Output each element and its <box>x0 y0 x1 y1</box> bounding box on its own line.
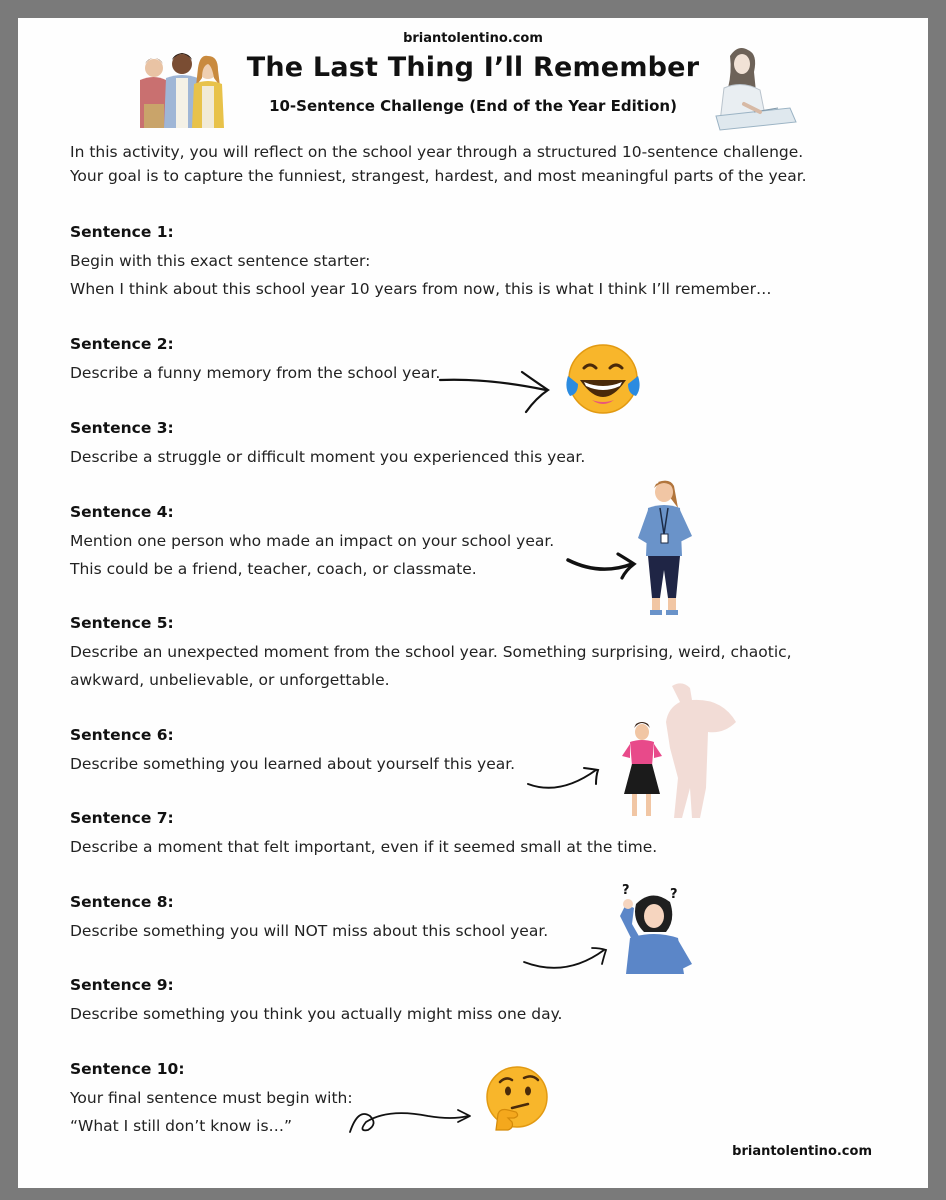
sentence-8-line-1: Describe something you will NOT miss about this school year. <box>70 922 549 940</box>
sentence-6-line-1: Describe something you learned about yourself this year. <box>70 755 516 773</box>
site-url-bottom[interactable]: briantolentino.com <box>732 1144 872 1159</box>
sentence-5-line-2: awkward, unbelievable, or unforgettable. <box>70 671 390 689</box>
arrow-to-superhero <box>526 764 606 796</box>
sentence-10-line-2: “What I still don’t know is…” <box>70 1117 293 1135</box>
sentence-9-instructions <box>70 1000 900 1028</box>
sentence-7-line-1: Describe a moment that felt important, even if it seemed small at the time. <box>70 838 658 856</box>
sentence-1-label: Sentence 1: <box>70 223 174 241</box>
sentence-1-line-2: When I think about this school year 10 years from now, this is what I think I’ll remember… <box>70 280 772 298</box>
sentence-4-line-2: This could be a friend, teacher, coach, or classmate. <box>70 560 477 578</box>
intro-line-1: In this activity, you will reflect on the school year through a structured 10-sentence challenge. <box>70 143 804 161</box>
sentence-6-label: Sentence 6: <box>70 726 174 744</box>
sentence-4-label: Sentence 4: <box>70 503 174 521</box>
arrow-to-confused-woman <box>522 944 612 976</box>
page-subtitle: 10-Sentence Challenge (End of the Year Edition) <box>269 97 677 115</box>
loop-arrow-to-thinking-emoji <box>348 1098 478 1138</box>
sentence-8-instructions <box>70 917 900 945</box>
woman-superhero-shadow-illustration <box>612 678 742 820</box>
students-illustration <box>132 44 228 132</box>
intro-line-2: Your goal is to capture the funniest, strangest, hardest, and most meaningful parts of the year. <box>70 167 807 185</box>
confused-woman-illustration <box>614 880 696 974</box>
sentence-5-line-1: Describe an unexpected moment from the school year. Something surprising, weird, chaotic, <box>70 643 792 661</box>
sentence-5-instructions <box>70 638 900 694</box>
thinking-face-emoji <box>482 1064 552 1134</box>
sentence-7-instructions <box>70 833 900 861</box>
laughing-tears-emoji <box>562 342 644 416</box>
question-mark-left: ? <box>622 883 630 898</box>
sentence-3-label: Sentence 3: <box>70 419 174 437</box>
sentence-3-instructions <box>70 443 900 471</box>
sentence-6-instructions <box>70 750 900 778</box>
sentence-9-label: Sentence 9: <box>70 976 174 994</box>
girl-writing-illustration <box>694 42 804 134</box>
sentence-2-line-1: Describe a funny memory from the school year. <box>70 364 441 382</box>
sentence-4-instructions <box>70 527 900 583</box>
sentence-10-label: Sentence 10: <box>70 1060 185 1078</box>
sentence-7-label: Sentence 7: <box>70 809 174 827</box>
sentence-10-line-1: Your final sentence must begin with: <box>70 1089 353 1107</box>
sentence-5-label: Sentence 5: <box>70 614 174 632</box>
sentence-1-instructions <box>70 247 900 303</box>
sentence-2-label: Sentence 2: <box>70 335 174 353</box>
sentence-8-label: Sentence 8: <box>70 893 174 911</box>
page-title: The Last Thing I’ll Remember <box>246 52 700 83</box>
sentence-9-line-1: Describe something you think you actually might miss one day. <box>70 1005 563 1023</box>
site-url-top[interactable]: briantolentino.com <box>403 31 543 46</box>
question-mark-right: ? <box>670 887 678 902</box>
teacher-illustration <box>630 478 702 616</box>
arrow-to-laughing-emoji <box>438 368 558 418</box>
sentence-4-line-1: Mention one person who made an impact on your school year. <box>70 532 555 550</box>
sentence-1-line-1: Begin with this exact sentence starter: <box>70 252 371 270</box>
worksheet-page <box>18 18 928 1188</box>
intro-paragraph <box>70 140 890 188</box>
sentence-3-line-1: Describe a struggle or difficult moment you experienced this year. <box>70 448 586 466</box>
